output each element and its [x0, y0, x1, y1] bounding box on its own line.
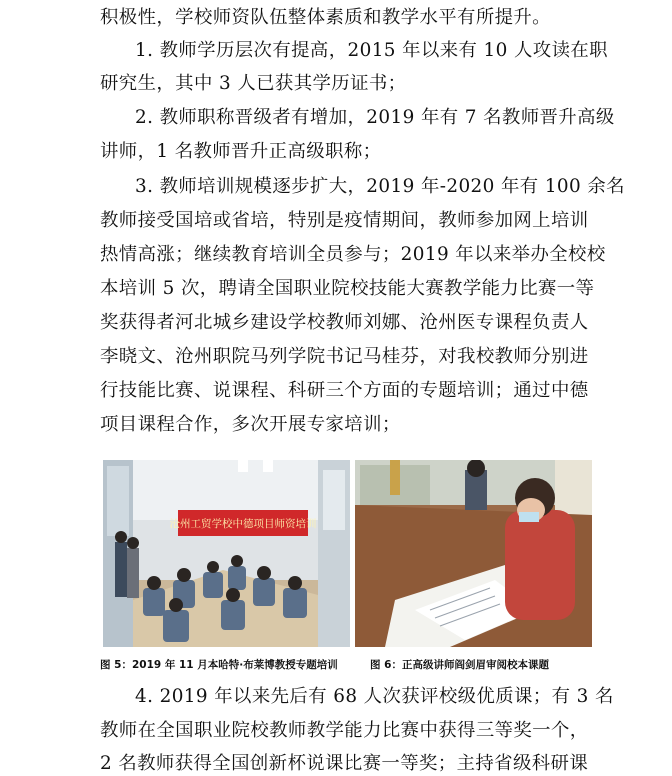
paragraph-line: 教师接受国培或省培，特别是疫情期间，教师参加网上培训 [100, 210, 589, 231]
paragraph-line: 行技能比赛、说课程、科研三个方面的专题培训；通过中德 [100, 380, 589, 401]
paragraph-line: 3. 教师培训规模逐步扩大，2019 年-2020 年有 100 余名 [135, 176, 625, 197]
paragraph-line: 研究生，其中 3 人已获其学历证书； [100, 73, 407, 94]
paragraph-line: 2 名教师获得全国创新杯说课比赛一等奖；主持省级科研课 [100, 753, 589, 774]
document-review-photo [355, 460, 592, 647]
classroom-illustration [103, 460, 350, 647]
banner-text: 沧州工贸学校中德项目师资培训 [169, 518, 317, 530]
paragraph-line: 本培训 5 次，聘请全国职业院校技能大赛教学能力比赛一等 [100, 278, 595, 299]
paragraph-line: 奖获得者河北城乡建设学校教师刘娜、沧州医专课程负责人 [100, 312, 589, 333]
paragraph-line: 讲师，1 名教师晋升正高级职称； [100, 141, 382, 162]
paragraph-line: 项目课程合作，多次开展专家培训； [100, 414, 401, 435]
paragraph-line: 4. 2019 年以来先后有 68 人次获评校级优质课；有 3 名 [135, 686, 614, 707]
paragraph-line: 李晓文、沧州职院马列学院书记马桂芬，对我校教师分别进 [100, 346, 589, 367]
paragraph-line: 热情高涨；继续教育培训全员参与；2019 年以来举办全校校 [100, 244, 606, 265]
training-session-photo [103, 460, 350, 647]
paragraph-line: 教师在全国职业院校教师教学能力比赛中获得三等奖一个， [100, 720, 589, 741]
paragraph-line: 2. 教师职称晋级者有增加，2019 年有 7 名教师晋升高级 [135, 107, 615, 128]
paragraph-line: 积极性，学校师资队伍整体素质和教学水平有所提升。 [100, 7, 551, 28]
paragraph-line: 1. 教师学历层次有提高，2015 年以来有 10 人攻读在职 [135, 40, 608, 61]
figure-caption: 图 6：正高级讲师阎剑眉审阅校本课题 [370, 659, 549, 671]
figure-caption: 图 5：2019 年 11 月本哈特·布莱博教授专题培训 [100, 659, 338, 671]
review-illustration [355, 460, 592, 647]
